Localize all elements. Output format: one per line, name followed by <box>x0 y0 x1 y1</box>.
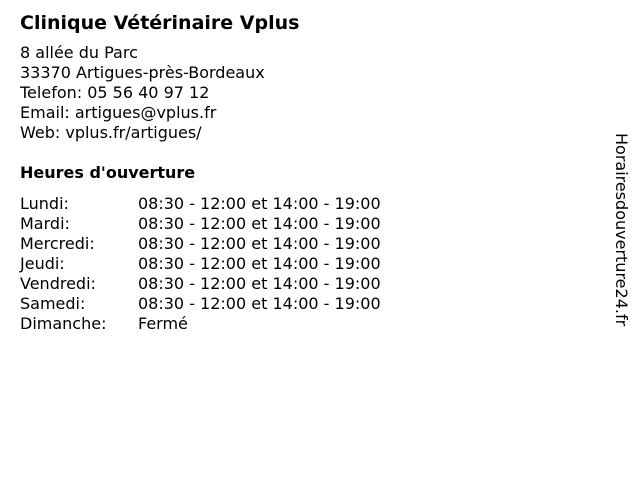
day-hours: 08:30 - 12:00 et 14:00 - 19:00 <box>138 274 381 293</box>
day-hours: 08:30 - 12:00 et 14:00 - 19:00 <box>138 234 381 253</box>
day-hours: Fermé <box>138 314 188 333</box>
day-hours: 08:30 - 12:00 et 14:00 - 19:00 <box>138 254 381 273</box>
day-hours: 08:30 - 12:00 et 14:00 - 19:00 <box>138 194 381 213</box>
hours-heading: Heures d'ouverture <box>20 163 196 182</box>
day-label: Jeudi: <box>20 254 65 273</box>
day-hours: 08:30 - 12:00 et 14:00 - 19:00 <box>138 294 381 313</box>
day-label: Mercredi: <box>20 234 95 253</box>
day-label: Lundi: <box>20 194 69 213</box>
site-watermark <box>612 133 632 373</box>
site-watermark-text: Horairesdouverture24.fr <box>612 133 631 327</box>
street-address: 8 allée du Parc <box>20 43 138 62</box>
phone-number: Telefon: 05 56 40 97 12 <box>20 83 210 102</box>
day-label: Vendredi: <box>20 274 96 293</box>
day-hours: 08:30 - 12:00 et 14:00 - 19:00 <box>138 214 381 233</box>
day-label: Mardi: <box>20 214 70 233</box>
email-address: Email: artigues@vplus.fr <box>20 103 217 122</box>
clinic-name: Clinique Vétérinaire Vplus <box>20 12 300 34</box>
city-address: 33370 Artigues-près-Bordeaux <box>20 63 265 82</box>
day-label: Samedi: <box>20 294 86 313</box>
address-block <box>20 43 265 143</box>
website: Web: vplus.fr/artigues/ <box>20 123 202 142</box>
day-label: Dimanche: <box>20 314 107 333</box>
